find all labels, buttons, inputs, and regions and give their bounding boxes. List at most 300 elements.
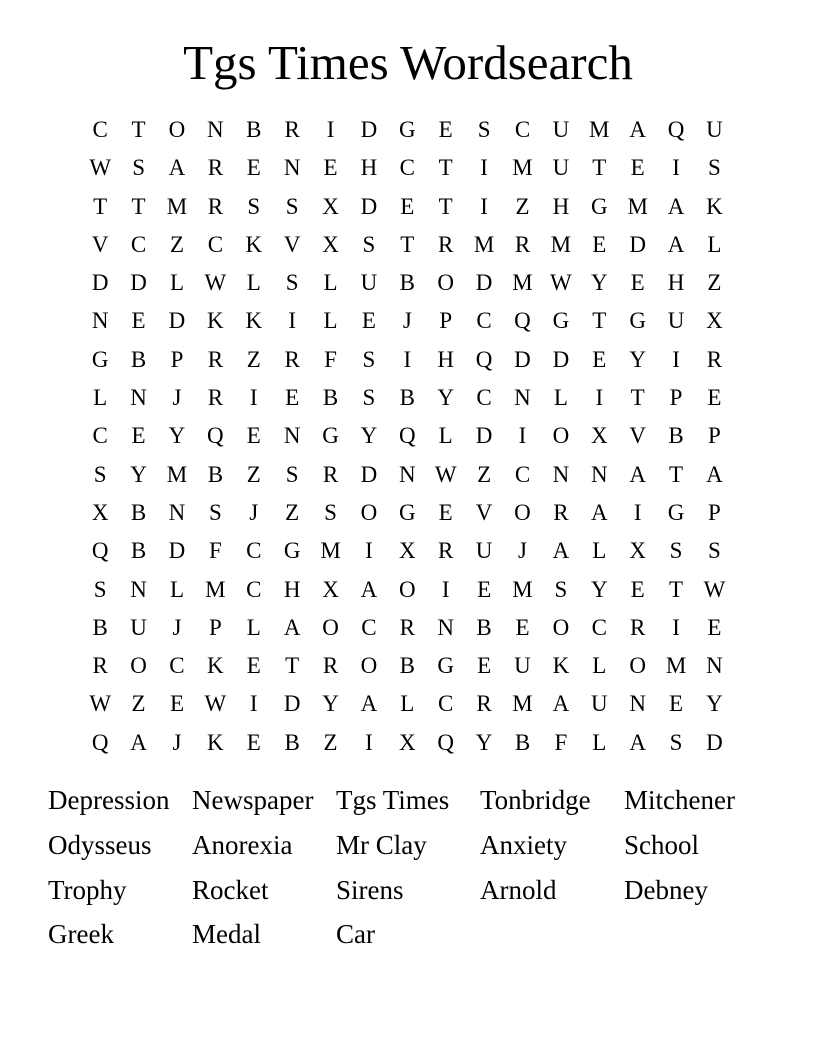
grid-letter: J [518, 538, 527, 564]
grid-letter: B [399, 653, 415, 679]
grid-letter: Z [477, 461, 492, 487]
grid-letter: Z [131, 691, 146, 717]
grid-letter: S [285, 461, 299, 487]
grid-letter: E [400, 193, 415, 219]
grid-letter: S [324, 499, 337, 525]
grid-letter: X [629, 538, 646, 564]
grid-letter: Z [169, 231, 184, 257]
grid-letter: E [169, 691, 184, 717]
grid-letter: I [249, 691, 258, 717]
word-list-item: Tonbridge [480, 785, 591, 815]
grid-letter: Z [246, 461, 261, 487]
word-list-item: Odysseus [48, 829, 152, 860]
grid-letter: A [629, 117, 646, 142]
grid-letter: Y [590, 270, 608, 296]
grid-row [81, 532, 734, 570]
grid-letter: G [667, 499, 685, 525]
grid-letter: S [362, 346, 376, 372]
grid-letter: L [592, 729, 607, 755]
grid-letter: D [130, 270, 147, 296]
grid-letter: G [590, 193, 608, 219]
word-list [48, 780, 788, 959]
grid-letter: L [707, 231, 722, 257]
grid-letter: M [665, 653, 687, 679]
word-list-item: Trophy [48, 874, 127, 905]
grid-row [81, 685, 734, 723]
grid-letter: B [668, 423, 684, 449]
grid-letter: O [629, 653, 646, 679]
grid-letter: R [438, 231, 454, 257]
grid-letter: N [283, 155, 301, 181]
grid-letter: E [246, 155, 261, 181]
word-list-item: Mitchener [624, 785, 735, 815]
word-list-item: School [624, 829, 700, 860]
grid-letter: U [130, 614, 147, 640]
grid-letter: S [554, 576, 568, 602]
grid-letter: R [322, 461, 339, 487]
grid-letter: S [93, 461, 107, 487]
grid-letter: A [667, 193, 685, 219]
grid-letter: S [285, 193, 299, 219]
grid-letter: K [245, 231, 263, 257]
grid-letter: F [554, 729, 568, 755]
word-list-item: Newspaper [192, 785, 314, 815]
grid-letter: R [629, 614, 646, 640]
grid-letter: M [205, 576, 226, 602]
grid-letter: U [552, 155, 570, 181]
grid-letter: D [475, 423, 493, 449]
grid-letter: D [514, 346, 531, 372]
grid-letter: N [130, 385, 147, 411]
grid-letter: M [512, 576, 533, 602]
grid-letter: Y [130, 461, 147, 487]
grid-letter: Q [91, 729, 109, 755]
grid-letter: X [706, 308, 723, 334]
grid-letter: Y [360, 423, 378, 449]
grid-letter: N [399, 461, 416, 487]
grid-letter: C [169, 653, 185, 679]
grid-letter: Q [667, 117, 685, 142]
grid-row [81, 609, 734, 647]
grid-letter: W [204, 270, 227, 296]
grid-letter: L [246, 614, 261, 640]
grid-letter: L [592, 538, 607, 564]
grid-letter: D [475, 270, 493, 296]
grid-letter: L [169, 576, 184, 602]
grid-letter: Z [707, 270, 722, 296]
grid-letter: E [630, 270, 645, 296]
grid-row [81, 188, 734, 226]
grid-letter: O [399, 576, 416, 602]
grid-letter: S [669, 729, 683, 755]
grid-letter: D [629, 231, 646, 257]
grid-letter: N [130, 576, 147, 602]
grid-letter: E [323, 155, 338, 181]
grid-letter: B [246, 117, 262, 142]
grid-letter: X [91, 499, 109, 525]
grid-letter: R [284, 117, 300, 142]
grid-letter: P [439, 308, 453, 334]
grid-letter: T [669, 576, 684, 602]
grid-letter: T [285, 653, 300, 679]
grid-letter: S [708, 155, 721, 181]
grid-letter: X [322, 193, 339, 219]
grid-letter: E [707, 385, 722, 411]
grid-letter: R [476, 691, 492, 717]
grid-letter: R [207, 385, 224, 411]
grid-letter: L [323, 308, 338, 334]
grid-letter: C [92, 423, 108, 449]
grid-letter: B [476, 614, 492, 640]
word-list-item: Sirens [336, 874, 404, 905]
grid-letter: E [246, 423, 261, 449]
grid-letter: E [630, 576, 645, 602]
grid-letter: Z [285, 499, 300, 525]
grid-letter: E [438, 499, 453, 525]
grid-letter: A [552, 691, 570, 717]
grid-letter: S [132, 155, 145, 181]
grid-letter: L [592, 653, 607, 679]
grid-letter: I [365, 538, 373, 564]
grid-letter: R [322, 653, 339, 679]
grid-letter: I [288, 308, 296, 334]
grid-letter: O [437, 270, 455, 296]
grid-letter: E [477, 653, 492, 679]
grid-row [81, 302, 734, 340]
grid-letter: Z [246, 346, 261, 372]
grid-letter: D [706, 729, 723, 755]
grid-letter: B [399, 385, 415, 411]
grid-letter: W [550, 270, 572, 296]
grid-letter: E [438, 117, 453, 142]
grid-letter: Z [323, 729, 338, 755]
grid-letter: I [518, 423, 527, 449]
grid-row [81, 341, 734, 379]
grid-letter: P [208, 614, 222, 640]
grid-letter: E [669, 691, 684, 717]
grid-letter: I [633, 499, 642, 525]
grid-letter: K [245, 308, 263, 334]
grid-letter: J [172, 614, 182, 640]
grid-letter: L [169, 270, 184, 296]
grid-letter: A [552, 538, 570, 564]
word-list-row [48, 780, 788, 825]
grid-letter: E [246, 653, 261, 679]
grid-letter: I [441, 576, 450, 602]
grid-letter: M [550, 231, 572, 257]
grid-letter: L [438, 423, 453, 449]
grid-letter: D [283, 691, 301, 717]
grid-letter: J [402, 308, 412, 334]
grid-letter: D [552, 346, 570, 372]
grid-row [81, 647, 734, 685]
grid-letter: Q [207, 423, 224, 449]
grid-letter: R [284, 346, 300, 372]
grid-letter: S [208, 499, 222, 525]
word-list-item: Debney [624, 874, 708, 905]
grid-letter: O [130, 653, 147, 679]
grid-letter: O [552, 614, 570, 640]
grid-letter: M [166, 193, 188, 219]
word-list-item: Medal [192, 919, 261, 950]
grid-letter: O [514, 499, 531, 525]
grid-row [81, 724, 734, 762]
word-list-item: Tgs Times [336, 785, 450, 815]
grid-letter: H [437, 346, 455, 372]
grid-letter: S [93, 576, 107, 602]
grid-letter: S [708, 538, 721, 564]
grid-letter: Y [322, 691, 339, 717]
word-list-item: Greek [48, 919, 114, 950]
grid-letter: E [592, 231, 607, 257]
grid-letter: A [667, 231, 685, 257]
grid-letter: V [629, 423, 646, 449]
grid-row [81, 226, 734, 264]
grid-letter: L [400, 691, 415, 717]
grid-letter: Q [514, 308, 531, 334]
grid-letter: M [512, 270, 533, 296]
grid-letter: O [552, 423, 570, 449]
grid-letter: S [669, 538, 683, 564]
page-title: Tgs Times Wordsearch [183, 35, 633, 90]
grid-letter: R [207, 193, 224, 219]
grid-letter: R [92, 653, 108, 679]
grid-letter: K [207, 729, 224, 755]
grid-letter: A [629, 461, 646, 487]
grid-letter: G [629, 308, 646, 334]
grid-letter: X [399, 538, 416, 564]
grid-letter: C [399, 155, 415, 181]
word-list-item: Mr Clay [336, 829, 427, 860]
grid-row [81, 456, 734, 494]
grid-letter: C [591, 614, 607, 640]
grid-row [81, 149, 734, 187]
grid-letter: S [247, 193, 261, 219]
grid-letter: T [400, 231, 415, 257]
grid-letter: X [590, 423, 608, 449]
grid-row [81, 417, 734, 455]
grid-letter: T [438, 193, 453, 219]
grid-row [81, 494, 734, 532]
grid-letter: V [475, 499, 493, 525]
grid-letter: T [592, 308, 607, 334]
grid-letter: U [590, 691, 608, 717]
grid-letter: W [89, 691, 112, 717]
grid-letter: C [514, 461, 531, 487]
grid-letter: O [168, 117, 186, 142]
grid-letter: Y [590, 576, 608, 602]
grid-letter: E [515, 614, 530, 640]
grid-letter: V [91, 231, 109, 257]
grid-letter: N [437, 614, 455, 640]
grid-letter: D [360, 461, 378, 487]
grid-letter: N [706, 653, 723, 679]
grid-letter: A [168, 155, 186, 181]
grid-letter: M [320, 538, 341, 564]
grid-letter: I [672, 346, 680, 372]
grid-letter: H [667, 270, 685, 296]
grid-letter: R [207, 346, 224, 372]
grid-letter: R [399, 614, 415, 640]
grid-row [81, 111, 734, 149]
grid-letter: N [590, 461, 608, 487]
grid-letter: O [322, 614, 339, 640]
grid-letter: M [589, 117, 610, 142]
grid-letter: Y [437, 385, 455, 411]
grid-letter: E [630, 155, 645, 181]
word-list-item: Car [336, 919, 375, 950]
grid-row [81, 264, 734, 302]
grid-letter: K [552, 653, 570, 679]
grid-letter: A [283, 614, 301, 640]
word-list-row [48, 870, 788, 915]
grid-letter: B [130, 499, 147, 525]
grid-letter: W [89, 155, 112, 181]
grid-letter: W [434, 461, 457, 487]
grid-letter: U [360, 270, 378, 296]
grid-letter: A [360, 691, 378, 717]
grid-letter: U [667, 308, 685, 334]
grid-letter: E [131, 308, 146, 334]
grid-letter: T [592, 155, 607, 181]
grid-letter: X [399, 729, 416, 755]
word-list-row [48, 914, 788, 959]
word-list-item: Arnold [480, 874, 557, 905]
grid-letter: S [477, 117, 491, 142]
grid-letter: Y [706, 691, 723, 717]
grid-letter: X [322, 231, 339, 257]
grid-letter: G [399, 499, 416, 525]
grid-letter: G [399, 117, 416, 142]
grid-letter: M [512, 155, 533, 181]
grid-letter: A [130, 729, 147, 755]
grid-letter: X [322, 576, 339, 602]
grid-letter: U [514, 653, 531, 679]
grid-letter: U [706, 117, 723, 142]
grid-letter: E [707, 614, 722, 640]
grid-letter: D [360, 193, 378, 219]
grid-letter: B [399, 270, 415, 296]
grid-letter: Z [515, 193, 530, 219]
grid-letter: T [630, 385, 645, 411]
grid-letter: M [627, 193, 648, 219]
grid-letter: S [362, 231, 376, 257]
grid-letter: C [246, 576, 262, 602]
grid-letter: W [204, 691, 227, 717]
grid-letter: N [91, 308, 109, 334]
grid-letter: J [172, 385, 182, 411]
grid-letter: W [703, 576, 726, 602]
grid-letter: P [669, 385, 683, 411]
grid-letter: Q [437, 729, 455, 755]
grid-letter: C [130, 231, 147, 257]
grid-letter: E [131, 423, 146, 449]
grid-letter: G [322, 423, 339, 449]
letter-grid [81, 111, 734, 762]
grid-letter: G [91, 346, 109, 372]
grid-letter: R [438, 538, 454, 564]
grid-letter: N [207, 117, 224, 142]
grid-letter: L [93, 385, 108, 411]
grid-letter: R [207, 155, 224, 181]
grid-letter: H [552, 193, 570, 219]
grid-letter: U [475, 538, 493, 564]
grid-letter: N [629, 691, 646, 717]
grid-letter: O [360, 499, 378, 525]
word-list-item: Anxiety [480, 829, 567, 860]
grid-letter: C [246, 538, 262, 564]
grid-letter: K [207, 653, 224, 679]
grid-letter: P [708, 423, 721, 449]
grid-row [81, 379, 734, 417]
grid-letter: C [207, 231, 224, 257]
grid-letter: I [326, 117, 335, 142]
grid-letter: Q [475, 346, 493, 372]
word-list-item: Depression [48, 785, 170, 815]
grid-letter: T [438, 155, 453, 181]
grid-letter: A [590, 499, 608, 525]
grid-letter: C [438, 691, 454, 717]
grid-letter: P [708, 499, 721, 525]
grid-letter: Q [91, 538, 109, 564]
grid-letter: B [130, 538, 147, 564]
grid-letter: M [473, 231, 495, 257]
grid-letter: B [322, 385, 339, 411]
grid-letter: C [92, 117, 108, 142]
grid-letter: D [168, 538, 186, 564]
grid-letter: V [283, 231, 301, 257]
grid-letter: B [130, 346, 147, 372]
grid-letter: Y [629, 346, 646, 372]
grid-letter: N [552, 461, 570, 487]
grid-letter: J [249, 499, 259, 525]
grid-letter: U [552, 117, 570, 142]
grid-letter: S [285, 270, 299, 296]
grid-letter: I [672, 614, 680, 640]
grid-letter: B [92, 614, 108, 640]
grid-letter: A [629, 729, 646, 755]
grid-letter: I [249, 385, 258, 411]
grid-letter: P [170, 346, 184, 372]
grid-letter: F [208, 538, 222, 564]
grid-letter: R [706, 346, 723, 372]
grid-letter: T [131, 117, 146, 142]
grid-letter: O [360, 653, 378, 679]
grid-letter: B [514, 729, 531, 755]
grid-letter: D [168, 308, 186, 334]
grid-letter: E [477, 576, 492, 602]
grid-letter: L [323, 270, 338, 296]
grid-row [81, 571, 734, 609]
grid-letter: G [283, 538, 301, 564]
grid-letter: R [553, 499, 569, 525]
word-list-item: Anorexia [192, 829, 293, 860]
grid-letter: N [514, 385, 531, 411]
grid-letter: T [93, 193, 108, 219]
grid-letter: S [362, 385, 376, 411]
grid-letter: C [476, 308, 492, 334]
grid-letter: F [324, 346, 337, 372]
grid-letter: R [514, 231, 531, 257]
grid-letter: L [246, 270, 261, 296]
word-list-item: Rocket [192, 874, 269, 905]
grid-letter: I [595, 385, 604, 411]
grid-letter: Y [168, 423, 186, 449]
grid-letter: C [514, 117, 531, 142]
grid-letter: M [512, 691, 533, 717]
grid-letter: B [207, 461, 224, 487]
grid-letter: I [480, 193, 488, 219]
